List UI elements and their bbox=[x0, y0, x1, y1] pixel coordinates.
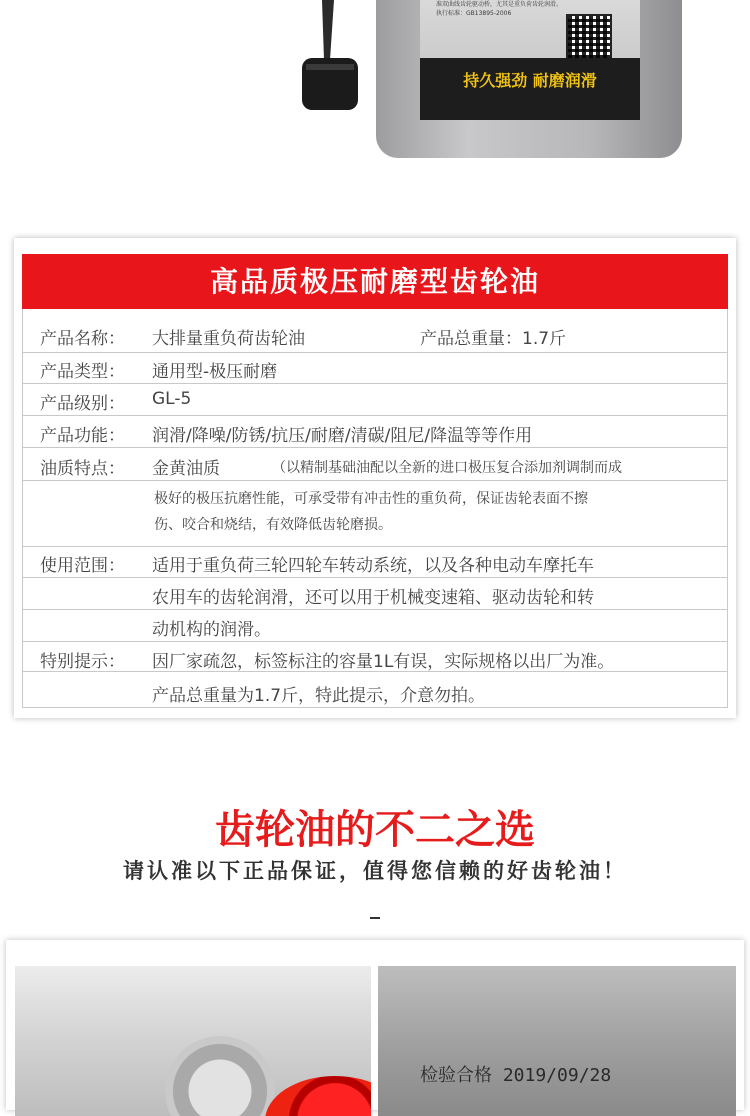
spec-card-title: 高品质极压耐磨型齿轮油 bbox=[22, 254, 728, 309]
spec-row-name bbox=[22, 324, 728, 353]
bottle-label-text bbox=[436, 0, 562, 54]
spec-row-tip bbox=[22, 647, 728, 672]
spec-divider bbox=[22, 546, 728, 547]
tip-line: 产品总重量为1.7斤，特此提示，介意勿拍。 bbox=[152, 686, 486, 706]
feature-detail-line: 伤、咬合和烧结，有效降低齿轮磨损。 bbox=[154, 517, 392, 533]
section-divider bbox=[370, 917, 380, 919]
spec-key: 特别提示： bbox=[40, 652, 125, 672]
spec-value: 动机构的润滑。 bbox=[152, 620, 271, 640]
spec-key: 油质特点： bbox=[40, 459, 125, 479]
spec-value: GL-5 bbox=[152, 389, 192, 409]
bottle-neck bbox=[165, 1036, 275, 1116]
qr-code-icon bbox=[566, 14, 612, 60]
spec-key: 产品级别： bbox=[40, 394, 125, 414]
spec-weight: 产品总重量：1.7斤 bbox=[420, 329, 567, 349]
spec-key: 使用范围： bbox=[40, 556, 125, 576]
inspection-text: 检验合格 2019/09/28 bbox=[420, 1065, 612, 1086]
spec-value: 适用于重负荷三轮四轮车转动系统，以及各种电动车摩托车 bbox=[152, 556, 594, 576]
spec-value: 润滑/降噪/防锈/抗压/耐磨/清碳/阻尼/降温等等作用 bbox=[152, 426, 533, 446]
product-hero-image bbox=[0, 0, 750, 220]
section-subtitle: 请认准以下正品保证，值得您信赖的好齿轮油！ bbox=[123, 859, 627, 883]
spec-value: 金黄油质 bbox=[152, 459, 220, 479]
detail-photos bbox=[6, 940, 744, 1110]
label-line: 准双曲线齿轮驱动桥，尤其是重负荷齿轮润滑。 bbox=[436, 1, 562, 8]
spec-row-usage bbox=[22, 551, 728, 578]
spec-row-grade bbox=[22, 389, 728, 416]
label-line: 执行标准：GB13895-2006 bbox=[436, 10, 512, 17]
spec-row-type bbox=[22, 357, 728, 384]
spec-card bbox=[14, 238, 736, 718]
spec-value: 农用车的齿轮润滑，还可以用于机械变速箱、驱动齿轮和转 bbox=[152, 588, 594, 608]
bottle-slogan: 持久强劲 耐磨润滑 bbox=[463, 71, 597, 90]
spec-key: 产品名称： bbox=[40, 329, 125, 349]
spec-row-feature bbox=[22, 454, 728, 481]
spec-value: 通用型-极压耐磨 bbox=[152, 362, 278, 382]
nozzle-cap-icon bbox=[300, 0, 360, 115]
spec-row-usage-cont bbox=[22, 583, 728, 610]
spec-key: 产品功能： bbox=[40, 426, 125, 446]
spec-value: 大排量重负荷齿轮油 bbox=[152, 329, 305, 349]
spec-note: （以精制基础油配以全新的进口极压复合添加剂调制而成 bbox=[272, 460, 622, 476]
spec-row-usage-cont bbox=[22, 615, 728, 642]
spec-key: 产品类型： bbox=[40, 362, 125, 382]
spec-value: 因厂家疏忽，标签标注的容量1L有误，实际规格以出厂为准。 bbox=[152, 652, 615, 672]
inspection-stamp-photo bbox=[378, 966, 736, 1116]
bottle-neck-photo bbox=[15, 966, 371, 1116]
section-title: 齿轮油的不二之选 bbox=[215, 807, 535, 853]
red-cap bbox=[265, 1076, 371, 1116]
feature-detail-line: 极好的极压抗磨性能，可承受带有冲击性的重负荷，保证齿轮表面不擦 bbox=[154, 491, 588, 507]
spec-row-function bbox=[22, 421, 728, 448]
